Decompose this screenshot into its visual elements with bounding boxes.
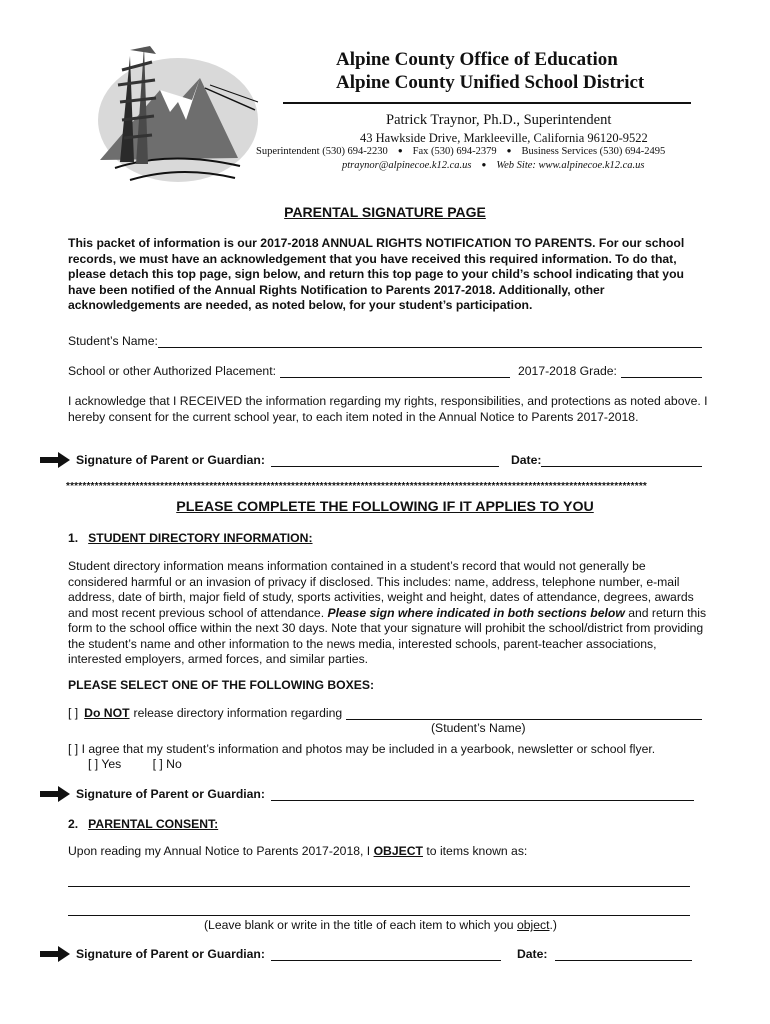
bullet-icon: ● [506,146,512,155]
directory-text-1: Student directory information means information contained in a student’s record that would not generally be considered harmful or an invasion of privacy if disclosed. This includes: name, address, telephone number, e-mail address, date of birth, major field of study, sports activities, weight and height, dates of attendance, degrees, awards and most recent previous school of attendance. [68,559,694,620]
signature-label: Signature of Parent or Guardian: [76,787,265,801]
district-address: 43 Hawkside Drive, Markleeville, California 96120-9522 [360,131,648,145]
option1-row [68,706,702,720]
signature-row-2 [76,787,694,801]
section1-heading [68,531,313,545]
arrow-right-icon [40,786,70,802]
option2-row [68,742,655,756]
option2-checkbox[interactable]: [ ] [68,742,79,756]
no-checkbox[interactable]: [ ] No [152,757,182,771]
signature-field-3[interactable] [271,948,501,961]
consent-statement [68,844,527,858]
intro-paragraph: This packet of information is our 2017-2018 ANNUAL RIGHTS NOTIFICATION TO PARENTS. For our school records, we must have an acknowledgement that you have received this required information. To do that, please detach this top page, sign below, and return this top page to your child’s school indicating that you have been notified of the Annual Rights Notification to Parents 2017-2018. Additionally, other acknowledgements are needed, as noted below, for your student’s participation. [68,236,685,312]
directory-emphasis: Please sign where indicated in both sections below [327,605,625,620]
caption-object: object [516,918,550,932]
student-name-label: Student’s Name: [68,334,158,348]
date-field-1[interactable] [541,454,702,467]
divider-asterisks: ********************************************************************************************************************************************** [66,482,648,490]
caption-text-1: (Leave blank or write in the title of each item to which you [204,918,514,932]
section2-number: 2. [68,817,79,831]
arrow-right-icon [40,452,70,468]
signature-row-3 [76,947,692,961]
bullet-icon: ● [397,146,403,155]
arrow-right-icon [40,946,70,962]
grade-label: 2017-2018 Grade: [517,364,617,378]
signature-field-1[interactable] [271,454,499,467]
school-district-logo [60,40,260,190]
fax-number: Fax (530) 694-2379 [412,146,497,157]
website: Web Site: www.alpinecoe.k12.ca.us [496,160,645,171]
option1-text: release directory information regarding [133,706,343,720]
date-label: Date: [516,947,548,961]
option1-emphasis: Do NOT [84,706,130,720]
section2-heading [68,817,218,831]
section1-number: 1. [68,531,79,545]
signature-label: Signature of Parent or Guardian: [76,453,265,467]
contact-phones [256,146,665,157]
business-services-phone: Business Services (530) 694-2495 [521,146,666,157]
object-emphasis: OBJECT [373,844,423,858]
yes-checkbox[interactable]: [ ] Yes [88,757,122,771]
yes-no-row [88,757,182,771]
objection-line-2[interactable] [68,915,690,916]
school-grade-row [68,364,702,378]
signature-row-1 [76,453,702,467]
student-name-row [68,334,702,348]
section-title: PLEASE COMPLETE THE FOLLOWING IF IT APPLIES TO YOU [176,499,594,515]
school-field[interactable] [280,365,510,378]
grade-field[interactable] [621,365,702,378]
org-name-line1: Alpine County Office of Education [336,49,618,70]
date-label: Date: [510,453,542,467]
consent-text-1: Upon reading my Annual Notice to Parents 2017-2018, I [68,844,371,858]
contact-web [342,160,645,171]
objection-line-1[interactable] [68,886,690,887]
signature-field-2[interactable] [271,788,694,801]
option2-text: I agree that my student’s information and photos may be included in a yearbook, newsletter or school flyer. [81,742,656,756]
page-title: PARENTAL SIGNATURE PAGE [284,204,486,220]
objection-caption [204,918,557,932]
school-label: School or other Authorized Placement: [68,364,276,378]
consent-text-2: to items known as: [426,844,528,858]
header-divider [283,102,691,104]
superintendent-phone: Superintendent (530) 694-2230 [256,146,388,157]
signature-label: Signature of Parent or Guardian: [76,947,265,961]
date-field-3[interactable] [555,948,692,961]
directory-info-paragraph [68,559,708,668]
option1-student-name-field[interactable] [346,707,702,720]
bullet-icon: ● [481,160,487,169]
student-name-caption: (Student’s Name) [431,721,526,735]
email-address: ptraynor@alpinecoe.k12.ca.us [342,160,472,171]
caption-text-2: .) [549,918,557,932]
org-name-line2: Alpine County Unified School District [336,72,645,93]
acknowledgement-paragraph: I acknowledge that I RECEIVED the information regarding my rights, responsibilities, and protections as noted above. I hereby consent for the current school year, to each item noted in the Annual Notice to Parents 2017-2018. [68,394,708,424]
section1-title: STUDENT DIRECTORY INFORMATION: [88,531,313,545]
section2-title: PARENTAL CONSENT: [88,817,219,831]
directory-text-2: and return this form to the school office within the next 30 days. Note that your signature will prohibit the school/district from providing the student’s name and other information to the news media, interested schools, parent-teacher associations, interested employers, armed forces, and similar parties. [68,605,707,666]
superintendent-name: Patrick Traynor, Ph.D., Superintendent [386,112,612,128]
option1-checkbox[interactable]: [ ] [68,706,79,720]
student-name-field[interactable] [158,335,702,348]
select-boxes-heading: PLEASE SELECT ONE OF THE FOLLOWING BOXES: [68,678,375,692]
